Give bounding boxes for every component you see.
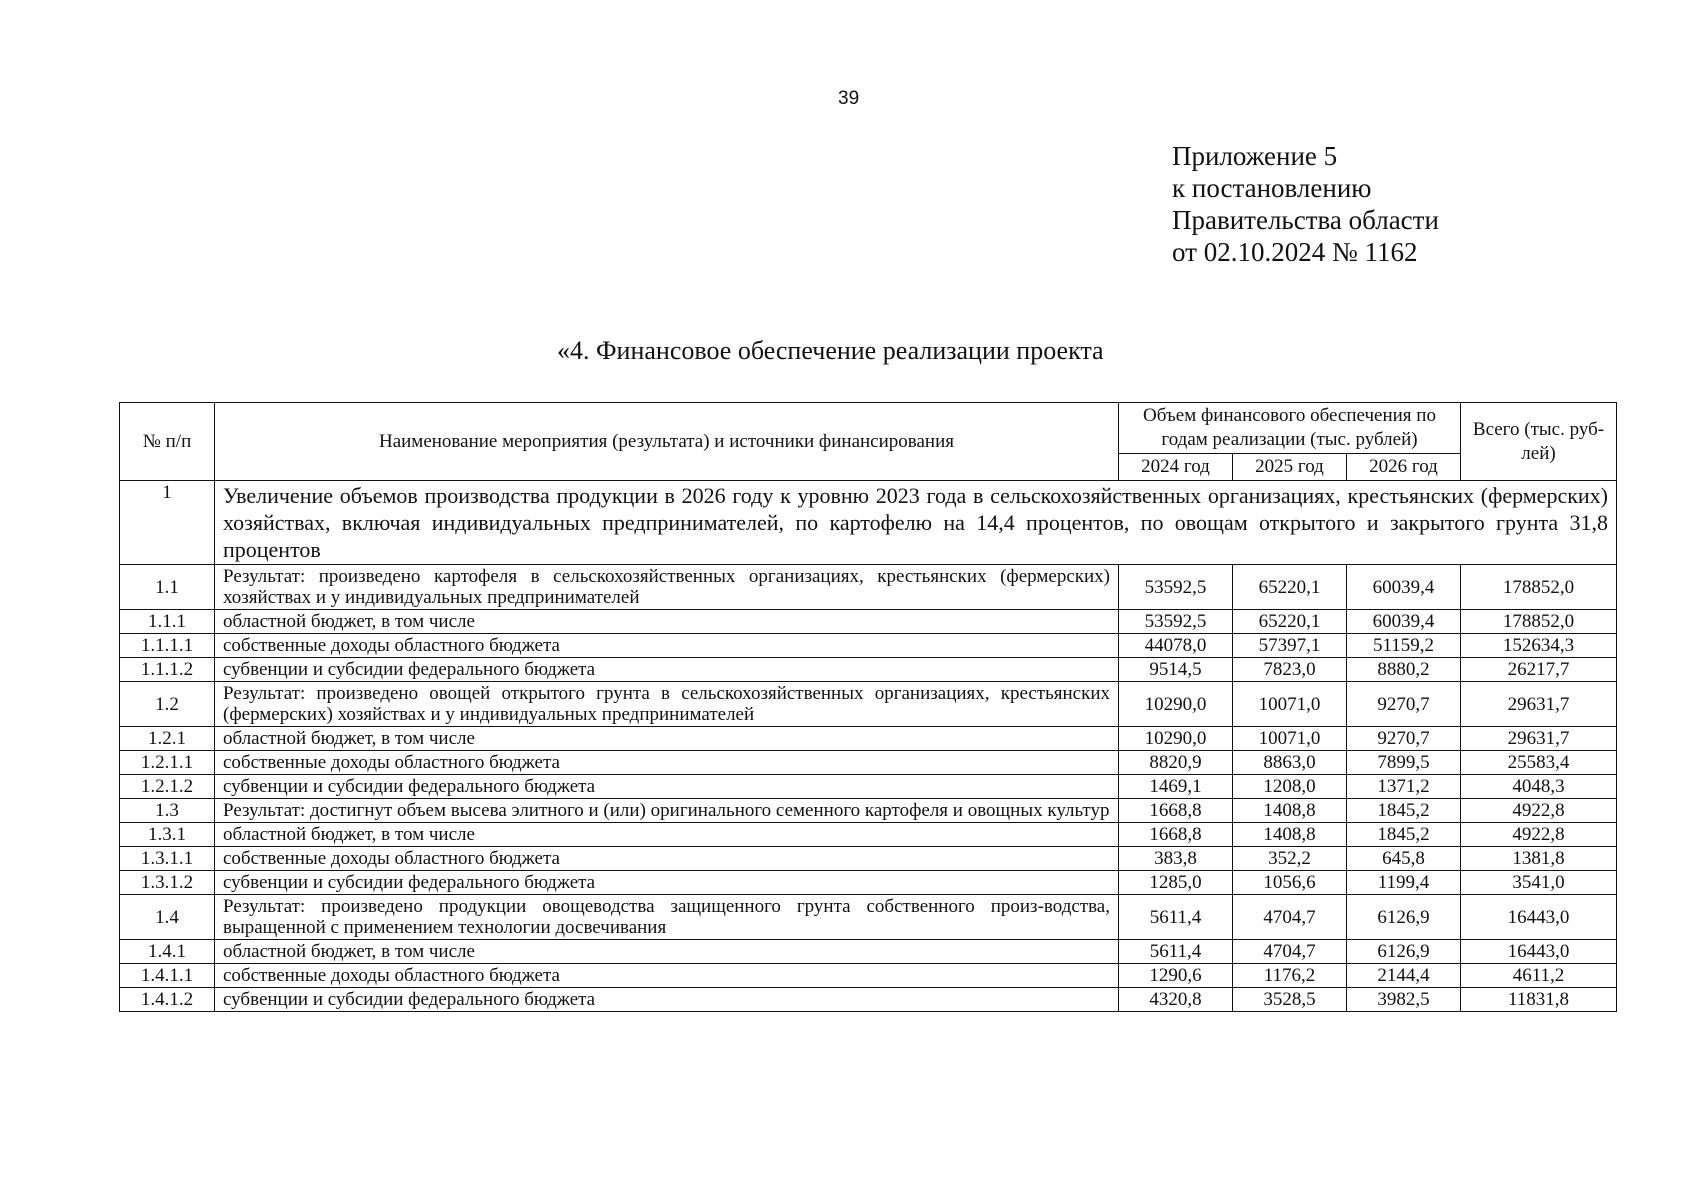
row-value-2024: 8820,9 — [1119, 751, 1233, 775]
row-value-2024: 5611,4 — [1119, 940, 1233, 964]
row-value-2026: 6126,9 — [1347, 895, 1461, 940]
task-text: Увеличение объемов производства продукции в 2026 году к уровню 2023 года в сельскохозяйственных организациях, крестьянских (фермерских) хозяйствах, включая индивидуальных предпринимателей, по картофелю на 14,4 процентов, по овощам открытого и закрытого грунта 31,8 процентов — [215, 481, 1617, 565]
row-total: 29631,7 — [1461, 727, 1617, 751]
row-number: 1.1 — [120, 565, 215, 610]
table-row — [120, 847, 1617, 871]
row-value-2024: 1668,8 — [1119, 823, 1233, 847]
table-row — [120, 823, 1617, 847]
row-name: областной бюджет, в том числе — [215, 823, 1119, 847]
header-total: Всего (тыс. руб-лей) — [1461, 403, 1617, 481]
row-number: 1.4.1.1 — [120, 964, 215, 988]
row-value-2026: 1371,2 — [1347, 775, 1461, 799]
table-row — [120, 871, 1617, 895]
table-row — [120, 751, 1617, 775]
row-value-2025: 10071,0 — [1233, 682, 1347, 727]
row-number: 1.4.1 — [120, 940, 215, 964]
row-name: субвенции и субсидии федерального бюджета — [215, 871, 1119, 895]
appendix-note — [1172, 140, 1439, 268]
row-value-2024: 1290,6 — [1119, 964, 1233, 988]
row-value-2026: 9270,7 — [1347, 727, 1461, 751]
header-name: Наименование мероприятия (результата) и источники финансирования — [215, 403, 1119, 481]
row-value-2025: 1176,2 — [1233, 964, 1347, 988]
row-value-2024: 383,8 — [1119, 847, 1233, 871]
row-number: 1.2.1.1 — [120, 751, 215, 775]
row-name: Результат: достигнут объем высева элитного и (или) оригинального семенного картофеля и овощных культур — [215, 799, 1119, 823]
row-value-2025: 65220,1 — [1233, 610, 1347, 634]
row-total: 4048,3 — [1461, 775, 1617, 799]
row-number: 1.1.1 — [120, 610, 215, 634]
row-value-2026: 1845,2 — [1347, 799, 1461, 823]
row-value-2025: 65220,1 — [1233, 565, 1347, 610]
appendix-line: к постановлению — [1172, 173, 1372, 203]
row-value-2026: 60039,4 — [1347, 565, 1461, 610]
row-name: субвенции и субсидии федерального бюджета — [215, 658, 1119, 682]
row-number: 1.3 — [120, 799, 215, 823]
row-total: 1381,8 — [1461, 847, 1617, 871]
row-value-2024: 53592,5 — [1119, 565, 1233, 610]
row-total: 25583,4 — [1461, 751, 1617, 775]
row-total: 11831,8 — [1461, 988, 1617, 1012]
row-name: субвенции и субсидии федерального бюджета — [215, 775, 1119, 799]
row-value-2024: 5611,4 — [1119, 895, 1233, 940]
row-value-2024: 1668,8 — [1119, 799, 1233, 823]
header-year: 2026 год — [1347, 454, 1461, 481]
row-name: собственные доходы областного бюджета — [215, 634, 1119, 658]
row-total: 178852,0 — [1461, 610, 1617, 634]
row-value-2026: 1199,4 — [1347, 871, 1461, 895]
row-number: 1.4.1.2 — [120, 988, 215, 1012]
table-row — [120, 610, 1617, 634]
row-value-2026: 51159,2 — [1347, 634, 1461, 658]
row-value-2026: 1845,2 — [1347, 823, 1461, 847]
row-value-2026: 3982,5 — [1347, 988, 1461, 1012]
row-value-2025: 10071,0 — [1233, 727, 1347, 751]
row-total: 16443,0 — [1461, 895, 1617, 940]
header-year: 2025 год — [1233, 454, 1347, 481]
section-title: «4. Финансовое обеспечение реализации проекта — [557, 336, 1104, 365]
table-row — [120, 988, 1617, 1012]
table-row — [120, 775, 1617, 799]
row-value-2024: 44078,0 — [1119, 634, 1233, 658]
row-value-2024: 1285,0 — [1119, 871, 1233, 895]
table-row — [120, 964, 1617, 988]
appendix-line: от 02.10.2024 № 1162 — [1172, 237, 1418, 267]
table-row — [120, 634, 1617, 658]
table-row — [120, 565, 1617, 610]
row-value-2025: 3528,5 — [1233, 988, 1347, 1012]
row-total: 16443,0 — [1461, 940, 1617, 964]
row-number: 1.1.1.1 — [120, 634, 215, 658]
table-row — [120, 727, 1617, 751]
task-num: 1 — [120, 481, 215, 565]
row-value-2024: 4320,8 — [1119, 988, 1233, 1012]
row-number: 1.3.1.1 — [120, 847, 215, 871]
appendix-line: Приложение 5 — [1172, 141, 1338, 171]
table-row — [120, 940, 1617, 964]
row-value-2026: 7899,5 — [1347, 751, 1461, 775]
table-row — [120, 658, 1617, 682]
row-total: 26217,7 — [1461, 658, 1617, 682]
task-row — [120, 481, 1617, 565]
table-row — [120, 895, 1617, 940]
appendix-line: Правительства области — [1172, 205, 1439, 235]
row-value-2024: 53592,5 — [1119, 610, 1233, 634]
row-number: 1.4 — [120, 895, 215, 940]
row-value-2024: 9514,5 — [1119, 658, 1233, 682]
row-name: собственные доходы областного бюджета — [215, 847, 1119, 871]
header-volume: Объем финансового обеспечения по годам реализации (тыс. рублей) — [1119, 403, 1461, 454]
header-year: 2024 год — [1119, 454, 1233, 481]
row-value-2024: 10290,0 — [1119, 682, 1233, 727]
table-row — [120, 799, 1617, 823]
row-name: собственные доходы областного бюджета — [215, 751, 1119, 775]
row-name: Результат: произведено овощей открытого грунта в сельскохозяйственных организациях, крестьянских (фермерских) хозяйствах и у индивидуальных предпринимателей — [215, 682, 1119, 727]
row-value-2024: 10290,0 — [1119, 727, 1233, 751]
row-number: 1.3.1 — [120, 823, 215, 847]
row-number: 1.2.1 — [120, 727, 215, 751]
header-num: № п/п — [120, 403, 215, 481]
page-number: 39 — [838, 88, 860, 109]
row-name: собственные доходы областного бюджета — [215, 964, 1119, 988]
row-total: 4611,2 — [1461, 964, 1617, 988]
row-number: 1.2.1.2 — [120, 775, 215, 799]
row-name: Результат: произведено продукции овощеводства защищенного грунта собственного произ-водства, выращенной с применением технологии досвечивания — [215, 895, 1119, 940]
row-value-2024: 1469,1 — [1119, 775, 1233, 799]
row-total: 29631,7 — [1461, 682, 1617, 727]
row-value-2025: 8863,0 — [1233, 751, 1347, 775]
row-name: областной бюджет, в том числе — [215, 727, 1119, 751]
row-name: областной бюджет, в том числе — [215, 940, 1119, 964]
row-value-2025: 4704,7 — [1233, 895, 1347, 940]
row-total: 3541,0 — [1461, 871, 1617, 895]
row-number: 1.2 — [120, 682, 215, 727]
row-value-2026: 8880,2 — [1347, 658, 1461, 682]
row-value-2025: 57397,1 — [1233, 634, 1347, 658]
row-name: субвенции и субсидии федерального бюджета — [215, 988, 1119, 1012]
row-total: 4922,8 — [1461, 823, 1617, 847]
row-value-2025: 4704,7 — [1233, 940, 1347, 964]
row-name: Результат: произведено картофеля в сельскохозяйственных организациях, крестьянских (фермерских) хозяйствах и у индивидуальных предпринимателей — [215, 565, 1119, 610]
row-value-2025: 1208,0 — [1233, 775, 1347, 799]
row-value-2026: 2144,4 — [1347, 964, 1461, 988]
row-value-2025: 352,2 — [1233, 847, 1347, 871]
row-value-2026: 645,8 — [1347, 847, 1461, 871]
row-value-2025: 1408,8 — [1233, 799, 1347, 823]
row-total: 152634,3 — [1461, 634, 1617, 658]
row-value-2026: 6126,9 — [1347, 940, 1461, 964]
financing-table — [119, 402, 1617, 1012]
row-number: 1.1.1.2 — [120, 658, 215, 682]
table-row — [120, 682, 1617, 727]
row-value-2025: 1408,8 — [1233, 823, 1347, 847]
row-number: 1.3.1.2 — [120, 871, 215, 895]
row-total: 4922,8 — [1461, 799, 1617, 823]
row-value-2026: 60039,4 — [1347, 610, 1461, 634]
row-name: областной бюджет, в том числе — [215, 610, 1119, 634]
row-value-2026: 9270,7 — [1347, 682, 1461, 727]
row-total: 178852,0 — [1461, 565, 1617, 610]
row-value-2025: 1056,6 — [1233, 871, 1347, 895]
row-value-2025: 7823,0 — [1233, 658, 1347, 682]
